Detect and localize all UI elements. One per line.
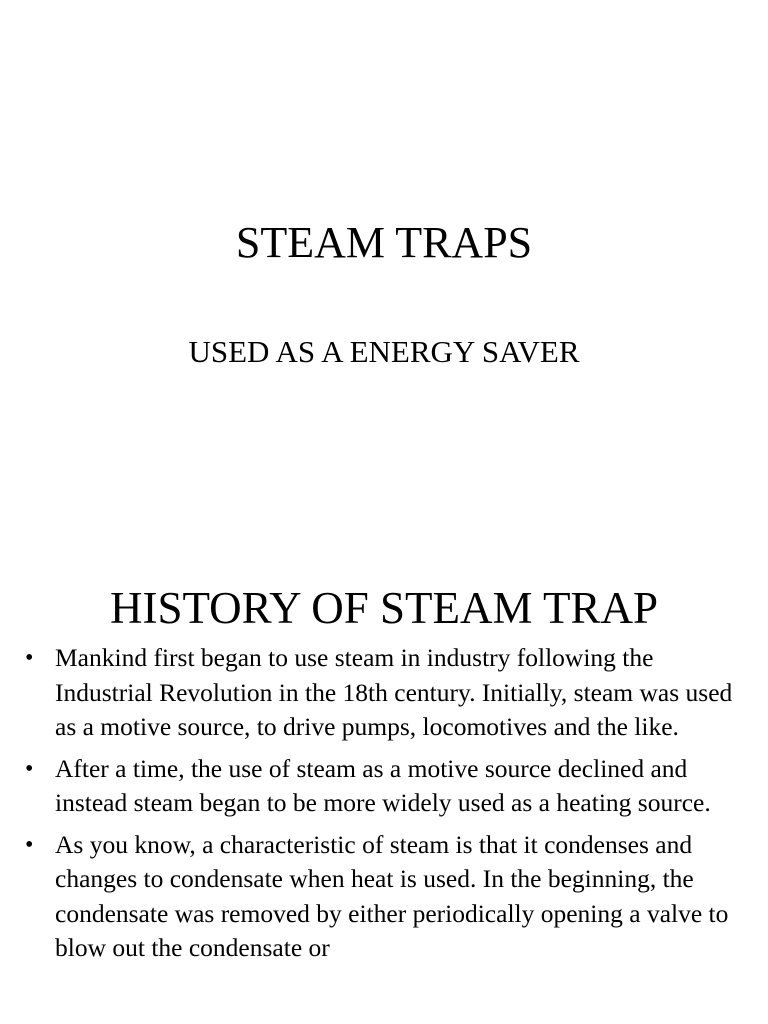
bullet-text: Mankind first began to use steam in industry following the Industrial Revolution in the 18th century. Initially, steam was used as a motive source, to drive pumps, locomotives and the like. [55,643,733,741]
bullet-item [0,641,768,745]
bullet-item [0,828,768,966]
slide-title: STEAM TRAPS [235,218,533,267]
bullet-text: As you know, a characteristic of steam is that it condenses and changes to condensate when heat is used. In the beginning, the condensate was removed by either periodically opening a valve to blow out the condensate or [55,829,729,962]
slide-subtitle: USED AS A ENERGY SAVER [188,334,580,369]
bullet-dot-icon: • [25,831,34,858]
section-heading: HISTORY OF STEAM TRAP [109,583,659,633]
bullet-item [0,752,768,821]
bullet-dot-icon: • [25,645,34,671]
bullet-dot-icon: • [25,755,34,782]
bullet-text: After a time, the use of steam as a motive source declined and instead steam began to be more widely used as a heating source. [55,753,711,817]
bullet-list [0,641,768,973]
